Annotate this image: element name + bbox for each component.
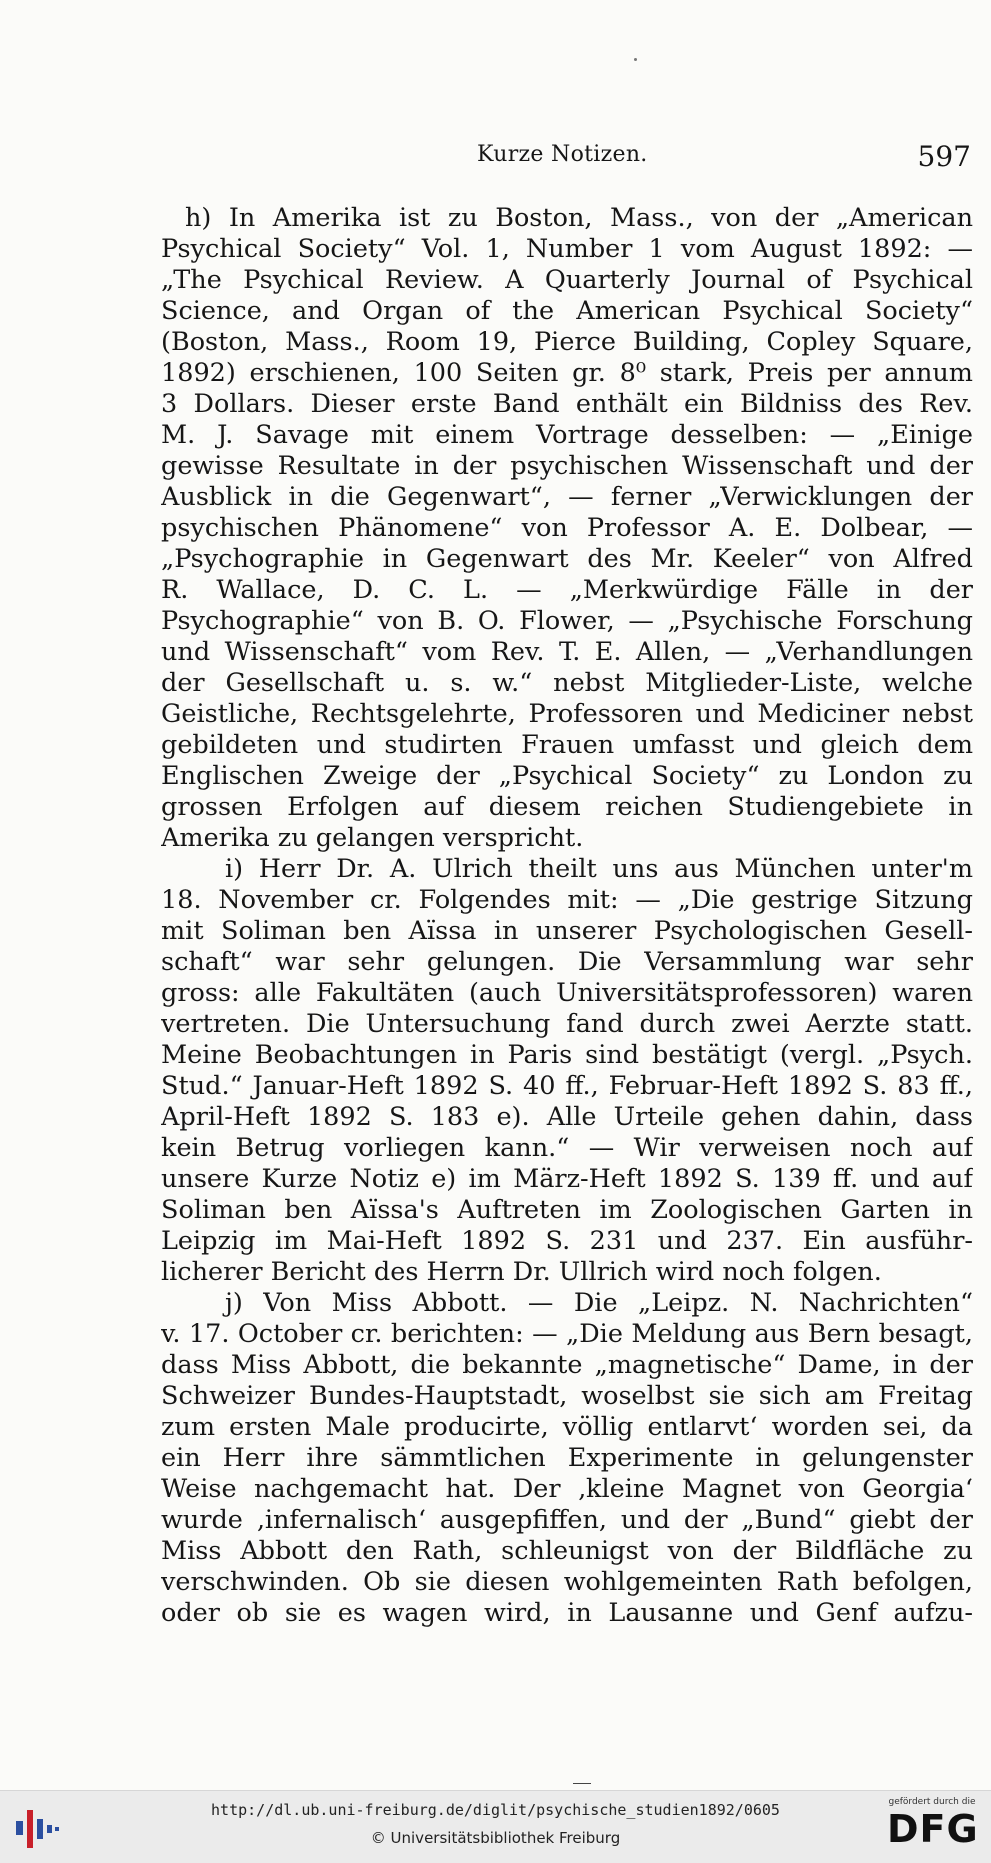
- text-line: grossen Erfolgen auf diesem reichen Studiengebiete in: [161, 792, 973, 822]
- text-line: Ausblick in die Gegenwart“, — ferner „Verwicklungen der: [161, 482, 973, 512]
- text-line: mit Soliman ben Aïssa in unserer Psychologischen Gesell-: [161, 916, 973, 946]
- text-line: unsere Kurze Notiz e) im März-Heft 1892 S. 139 ff. und auf: [161, 1164, 973, 1194]
- text-line: verschwinden. Ob sie diesen wohlgemeinten Rath befolgen,: [161, 1567, 973, 1597]
- text-line: 3 Dollars. Dieser erste Band enthält ein Bildniss des Rev.: [161, 389, 973, 419]
- text-line: zum ersten Male producirte, völlig entlarvt‘ worden sei, da: [161, 1412, 973, 1442]
- text-line: R. Wallace, D. C. L. — „Merkwürdige Fälle in der: [161, 575, 973, 605]
- text-line: Stud.“ Januar-Heft 1892 S. 40 ff., Februar-Heft 1892 S. 83 ff.,: [161, 1071, 973, 1101]
- copyright-notice: © Universitätsbibliothek Freiburg: [370, 1829, 621, 1847]
- text-line: gebildeten und studirten Frauen umfasst und gleich dem: [161, 730, 973, 760]
- text-line: gewisse Resultate in der psychischen Wissenschaft und der: [161, 451, 973, 481]
- text-line: „The Psychical Review. A Quarterly Journal of Psychical: [161, 265, 973, 295]
- text-line: Weise nachgemacht hat. Der ‚kleine Magnet von Georgia‘: [161, 1474, 973, 1504]
- text-line: Schweizer Bundes-Hauptstadt, woselbst sie sich am Freitag: [161, 1381, 973, 1411]
- running-title: Kurze Notizen.: [477, 142, 648, 167]
- dfg-logo-icon: [887, 1795, 977, 1859]
- text-line: Psychical Society“ Vol. 1, Number 1 vom August 1892: —: [161, 234, 973, 264]
- permalink-url[interactable]: http://dl.ub.uni-freiburg.de/diglit/psychische_studien1892/0605: [211, 1801, 780, 1819]
- dfg-funding-note: gefördert durch die: [888, 1797, 976, 1807]
- print-speck: [634, 58, 637, 61]
- text-line: der Gesellschaft u. s. w.“ nebst Mitglieder-Liste, welche: [161, 668, 973, 698]
- text-line: psychischen Phänomene“ von Professor A. E. Dolbear, —: [161, 513, 973, 543]
- text-line: v. 17. October cr. berichten: — „Die Meldung aus Bern besagt,: [161, 1319, 973, 1349]
- text-line: wurde ‚infernalisch‘ ausgepfiffen, und der „Bund“ giebt der: [161, 1505, 973, 1535]
- text-line: Leipzig im Mai-Heft 1892 S. 231 und 237. Ein ausführ-: [161, 1226, 973, 1256]
- text-line: schaft“ war sehr gelungen. Die Versammlung war sehr: [161, 947, 973, 977]
- text-line: und Wissenschaft“ vom Rev. T. E. Allen, — „Verhandlungen: [161, 637, 973, 667]
- text-line: oder ob sie es wagen wird, in Lausanne und Genf aufzu-: [161, 1598, 973, 1628]
- dfg-wordmark: DFG: [887, 1807, 979, 1851]
- text-line: Amerika zu gelangen verspricht.: [161, 823, 584, 853]
- text-line: ein Herr ihre sämmtlichen Experimente in gelungenster: [161, 1443, 973, 1473]
- text-line: Englischen Zweige der „Psychical Society“ zu London zu: [161, 761, 973, 791]
- page-foot-mark: [573, 1783, 591, 1784]
- text-line: „Psychographie in Gegenwart des Mr. Keeler“ von Alfred: [161, 544, 973, 574]
- page-number: 597: [917, 140, 971, 173]
- running-head: [160, 140, 971, 180]
- text-line: i) Herr Dr. A. Ulrich theilt uns aus München unter'm: [225, 854, 973, 884]
- text-line: vertreten. Die Untersuchung fand durch zwei Aerzte statt.: [161, 1009, 973, 1039]
- text-line: Soliman ben Aïssa's Auftreten im Zoologischen Garten in: [161, 1195, 973, 1225]
- text-line: Psychographie“ von B. O. Flower, — „Psychische Forschung: [161, 606, 973, 636]
- text-line: gross: alle Fakultäten (auch Universitätsprofessoren) waren: [161, 978, 973, 1008]
- text-line: 1892) erschienen, 100 Seiten gr. 8⁰ stark, Preis per annum: [161, 358, 973, 388]
- text-line: kein Betrug vorliegen kann.“ — Wir verweisen noch auf: [161, 1133, 973, 1163]
- text-line: Science, and Organ of the American Psychical Society“: [161, 296, 973, 326]
- text-line: Miss Abbott den Rath, schleunigst von der Bildfläche zu: [161, 1536, 973, 1566]
- text-line: Meine Beobachtungen in Paris sind bestätigt (vergl. „Psych.: [161, 1040, 973, 1070]
- body-text: [161, 203, 973, 1629]
- text-line: dass Miss Abbott, die bekannte „magnetische“ Dame, in der: [161, 1350, 973, 1380]
- text-line: M. J. Savage mit einem Vortrage desselben: — „Einige: [161, 420, 973, 450]
- text-line: licherer Bericht des Herrn Dr. Ullrich wird noch folgen.: [161, 1257, 882, 1287]
- text-line: April-Heft 1892 S. 183 e). Alle Urteile gehen dahin, dass: [161, 1102, 973, 1132]
- text-line: 18. November cr. Folgendes mit: — „Die gestrige Sitzung: [161, 885, 973, 915]
- text-line: Geistliche, Rechtsgelehrte, Professoren und Mediciner nebst: [161, 699, 973, 729]
- text-line: (Boston, Mass., Room 19, Pierce Building, Copley Square,: [161, 327, 973, 357]
- viewer-footer: [0, 1790, 991, 1863]
- text-line: j) Von Miss Abbott. — Die „Leipz. N. Nachrichten“: [225, 1288, 973, 1318]
- text-line: h) In Amerika ist zu Boston, Mass., von der „American: [185, 203, 973, 233]
